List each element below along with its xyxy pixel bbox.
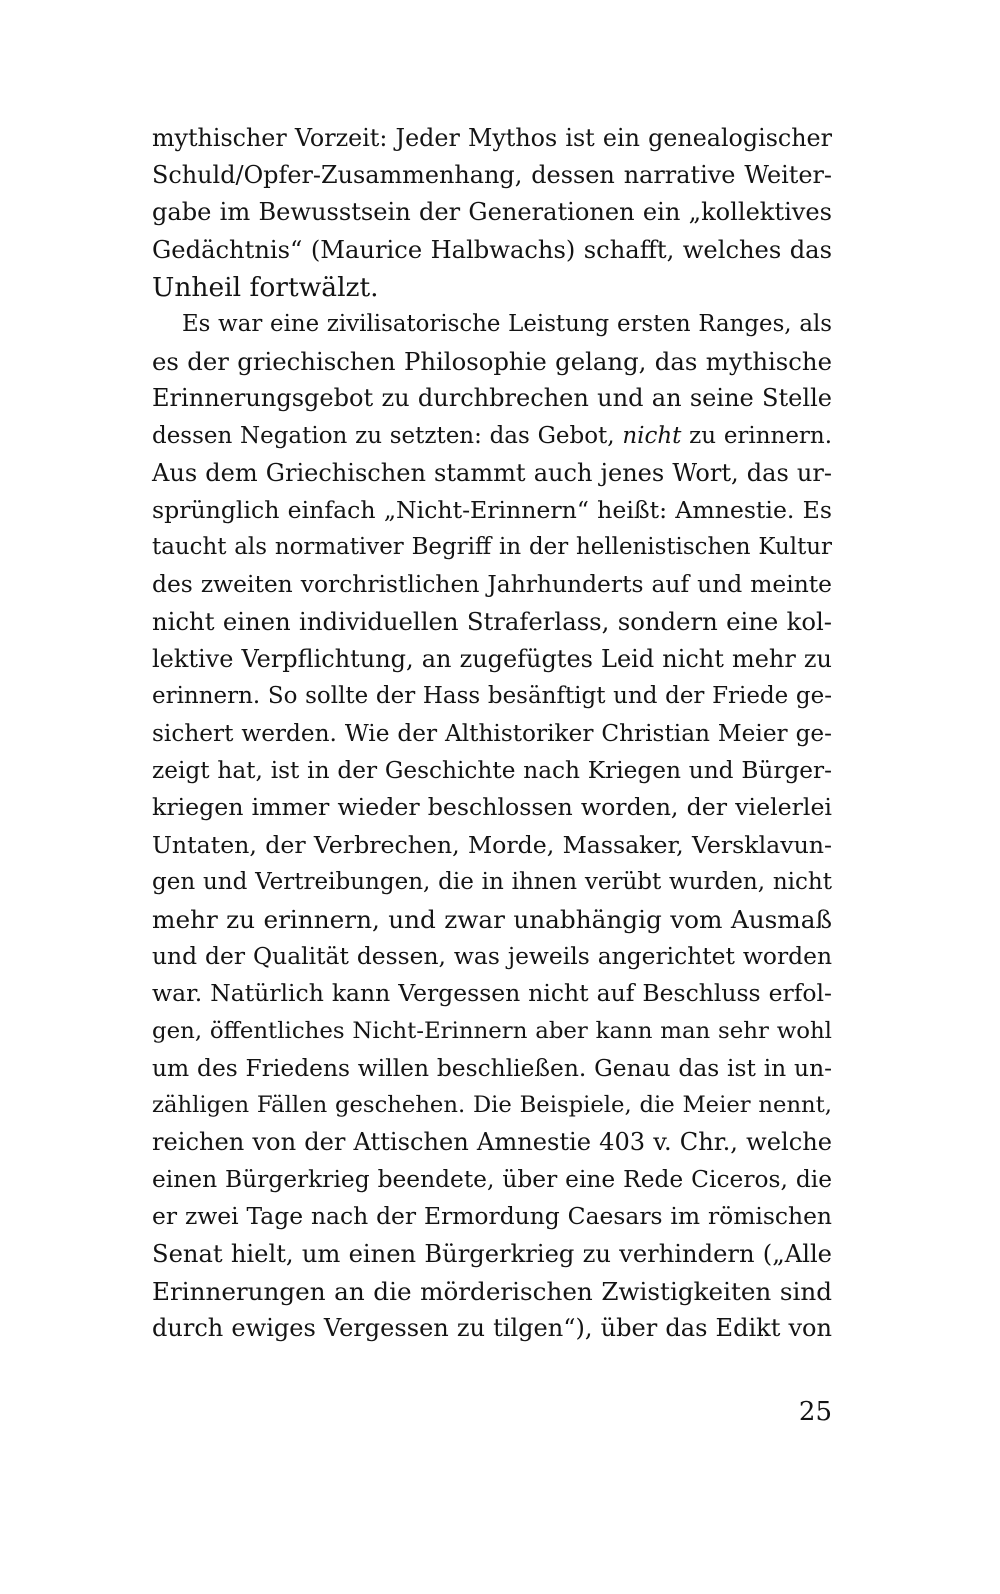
text-line-with-emphasis <box>152 418 832 455</box>
text-line: mythischer Vorzeit: Jeder Mythos ist ein genealogischer <box>152 124 832 152</box>
text-line: gabe im Bewusstsein der Generationen ein „kollektives <box>152 198 832 227</box>
text-segment: zu erinnern. <box>681 422 832 449</box>
text-line: um des Friedens willen beschließen. Genau das ist in un- <box>152 1053 832 1082</box>
text-segment: dessen Negation zu setzten: das Gebot, <box>152 422 623 449</box>
text-line: Erinnerungsgebot zu durchbrechen und an seine Stelle <box>152 384 832 413</box>
text-line: reichen von der Attischen Amnestie 403 v. Chr., welche <box>152 1128 832 1157</box>
text-line: erinnern. So sollte der Hass besänftigt und der Friede ge- <box>152 682 832 709</box>
text-line: zeigt hat, ist in der Geschichte nach Kriegen und Bürger- <box>152 757 832 785</box>
text-line: kriegen immer wieder beschlossen worden, der vielerlei <box>152 793 832 822</box>
text-line: des zweiten vorchristlichen Jahrhunderts auf und meinte <box>152 570 832 599</box>
text-line: zähligen Fällen geschehen. Die Beispiele, die Meier nennt, <box>152 1091 832 1118</box>
text-line: Erinnerungen an die mörderischen Zwistigkeiten sind <box>152 1276 832 1306</box>
text-line: sichert werden. Wie der Althistoriker Christian Meier ge- <box>152 720 832 747</box>
text-line: einen Bürgerkrieg beendete, über eine Rede Ciceros, die <box>152 1166 832 1194</box>
text-line: Untaten, der Verbrechen, Morde, Massaker, Versklavun- <box>152 830 832 859</box>
text-line: lektive Verpflichtung, an zugefügtes Leid nicht mehr zu <box>152 644 832 673</box>
text-line: war. Natürlich kann Vergessen nicht auf Beschluss erfol- <box>152 979 832 1008</box>
text-line: Senat hielt, um einen Bürgerkrieg zu verhindern („Alle <box>152 1239 832 1268</box>
text-line: und der Qualität dessen, was jeweils angerichtet worden <box>152 942 832 971</box>
text-line: er zwei Tage nach der Ermordung Caesars im römischen <box>152 1202 832 1231</box>
text-line: sprünglich einfach „Nicht-Erinnern“ heißt: Amnestie. Es <box>152 495 832 524</box>
body-text <box>152 120 832 1347</box>
text-line: nicht einen individuellen Straferlass, sondern eine kol- <box>152 607 832 637</box>
text-line: Schuld/Opfer-Zusammenhang, dessen narrative Weiter- <box>152 161 832 190</box>
text-line: Unheil fortwälzt. <box>152 271 379 303</box>
text-line: Es war eine zivilisatorische Leistung ersten Ranges, als <box>182 310 832 337</box>
text-line: es der griechischen Philosophie gelang, das mythische <box>152 347 832 377</box>
text-line: durch ewiges Vergessen zu tilgen“), über das Edikt von <box>152 1314 832 1342</box>
text-line: gen und Vertreibungen, die in ihnen verübt wurden, nicht <box>152 868 832 895</box>
text-line: Aus dem Griechischen stammt auch jenes Wort, das ur- <box>152 458 832 487</box>
text-line: gen, öffentliches Nicht-Erinnern aber kann man sehr wohl <box>152 1017 832 1044</box>
text-line: taucht als normativer Begriff in der hellenistischen Kultur <box>152 534 832 561</box>
page-number: 25 <box>798 1397 832 1427</box>
text-line: Gedächtnis“ (Maurice Halbwachs) schafft, welches das <box>152 235 832 264</box>
text-line: mehr zu erinnern, und zwar unabhängig vom Ausmaß <box>152 904 832 934</box>
emphasized-word: nicht <box>622 422 682 449</box>
